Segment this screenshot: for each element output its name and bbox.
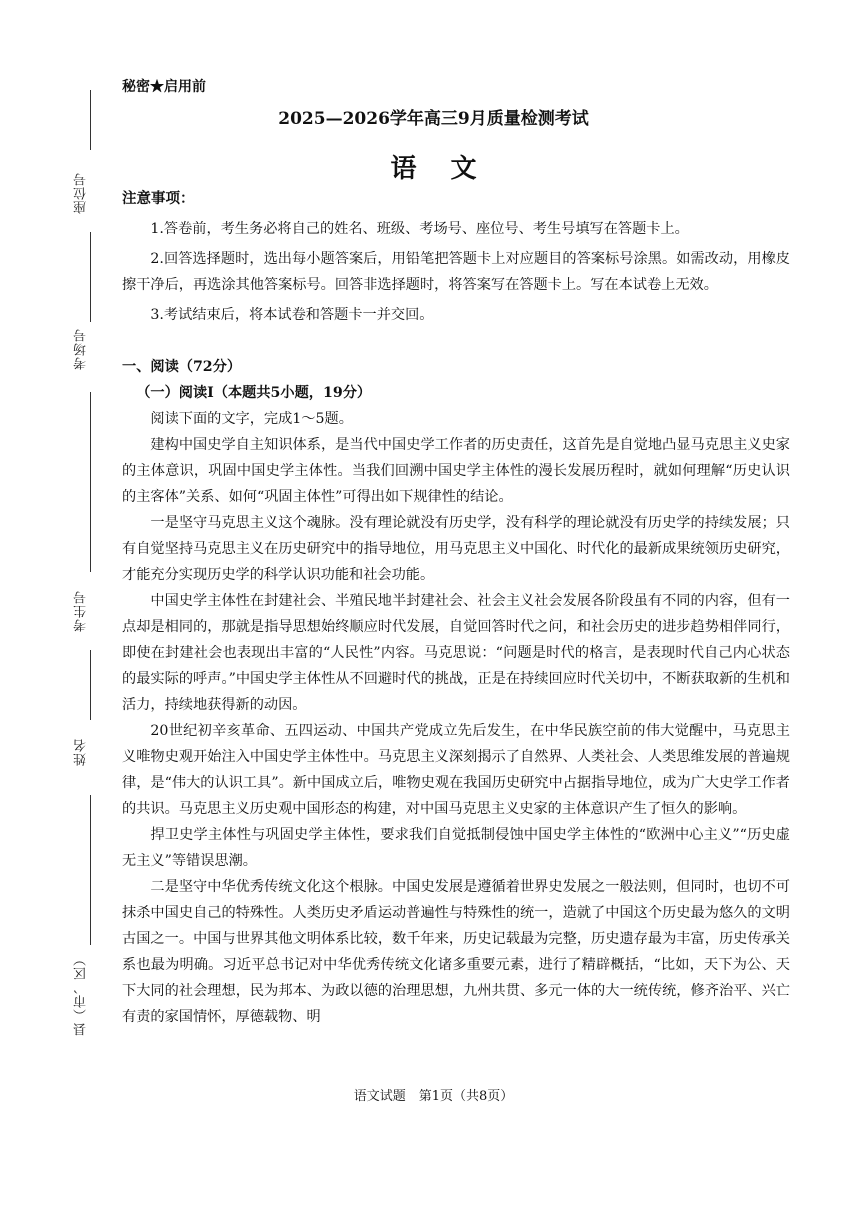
passage-paragraph: 二是坚守中华优秀传统文化这个根脉。中国史发展是遵循着世界史发展之一般法则，但同时，也切不可抹杀中国史自己的特殊性。人类历史矛盾运动普遍性与特殊性的统一，造就了中国这个历史最为悠久的文明古国之一。中国与世界其他文明体系比较，数千年来，历史记载最为完整，历史遗存最为丰富，历史传承关系也最为明确。习近平总书记对中华优秀传统文化诸多重要元素，进行了精辟概括，“比如，天下为公、天下大同的社会理想，民为邦本、为政以德的治理思想，九州共贯、多元一体的大一统传统，修齐治平、兴亡有责的家国情怀，厚德载物、明 <box>122 879 790 1025</box>
passage-paragraph: 捍卫史学主体性与巩固史学主体性，要求我们自觉抵制侵蚀中国史学主体性的“欧洲中心主义”“历史虚无主义”等错误思潮。 <box>122 827 790 869</box>
passage-paragraph: 20世纪初辛亥革命、五四运动、中国共产党成立先后发生，在中华民族空前的伟大觉醒中，马克思主义唯物史观开始注入中国史学主体性中。马克思主义深刻揭示了自然界、人类社会、人类思维发展的普遍规律，是“伟大的认识工具”。新中国成立后，唯物史观在我国历史研究中占据指导地位，成为广大史学工作者的共识。马克思主义历史观中国形态的构建，对中国马克思主义史家的主体意识产生了恒久的影响。 <box>122 723 790 817</box>
student-id-line <box>90 392 91 572</box>
passage-paragraph: 建构中国史学自主知识体系，是当代中国史学工作者的历史责任，这首先是自觉地凸显马克思主义史家的主体意识，巩固中国史学主体性。当我们回溯中国史学主体性的漫长发展历程时，就如何理解“历史认识的主客体”关系、如何“巩固主体性”可得出如下规律性的结论。 <box>122 437 790 505</box>
seat-number-label: 座位号 <box>74 172 89 214</box>
room-line <box>90 232 91 322</box>
notice-heading: 注意事项： <box>122 190 195 207</box>
passage-paragraph: 一是坚守马克思主义这个魂脉。没有理论就没有历史学，没有科学的理论就没有历史学的持续发展；只有自觉坚持马克思主义在历史研究中的指导地位，用马克思主义中国化、时代化的最新成果统领历史研究，才能充分实现历史学的科学认识功能和社会功能。 <box>122 515 790 583</box>
student-id-label: 考生号 <box>74 590 89 632</box>
subject-title: 语文 <box>390 154 511 184</box>
exam-room-label: 考场号 <box>74 328 89 370</box>
page-content <box>122 186 790 1030</box>
county-line <box>90 795 91 945</box>
name-line <box>90 650 91 720</box>
subsection-heading: （一）阅读Ⅰ（本题共5小题，19分） <box>136 385 372 401</box>
passage-paragraph: 中国史学主体性在封建社会、半殖民地半封建社会、社会主义社会发展各阶段虽有不同的内容，但有一点却是相同的，那就是指导思想始终顺应时代发展，自觉回答时代之问，和社会历史的进步趋势相伴同行，即使在封建社会也表现出丰富的“人民性”内容。马克思说：“问题是时代的格言，是表现时代自己内心状态的最实际的呼声。”中国史学主体性从不回避时代的挑战，正是在持续回应时代关切中，不断获取新的生机和活力，持续地获得新的动因。 <box>122 593 790 713</box>
page-footer: 语文试题 第1页（共8页） <box>353 1089 514 1104</box>
notice-item: 2.回答选择题时，选出每小题答案后，用铅笔把答题卡上对应题目的答案标号涂黑。如需改动，用橡皮擦干净后，再选涂其他答案标号。回答非选择题时，将答案写在答题卡上。写在本试卷上无效。 <box>122 251 790 293</box>
confidential-label: 秘密★启用前 <box>122 79 206 95</box>
name-label: 姓名 <box>74 738 89 766</box>
exam-title: 2025—2026学年高三9月质量检测考试 <box>278 109 589 129</box>
notice-item: 1.答卷前，考生务必将自己的姓名、班级、考场号、座位号、考生号填写在答题卡上。 <box>150 221 689 237</box>
section-heading: 一、阅读（72分） <box>122 359 242 375</box>
notice-item: 3.考试结束后，将本试卷和答题卡一并交回。 <box>150 307 434 323</box>
county-label: 县（市、区） <box>74 952 89 1036</box>
instruction-text: 阅读下面的文字，完成1～5题。 <box>150 411 353 427</box>
